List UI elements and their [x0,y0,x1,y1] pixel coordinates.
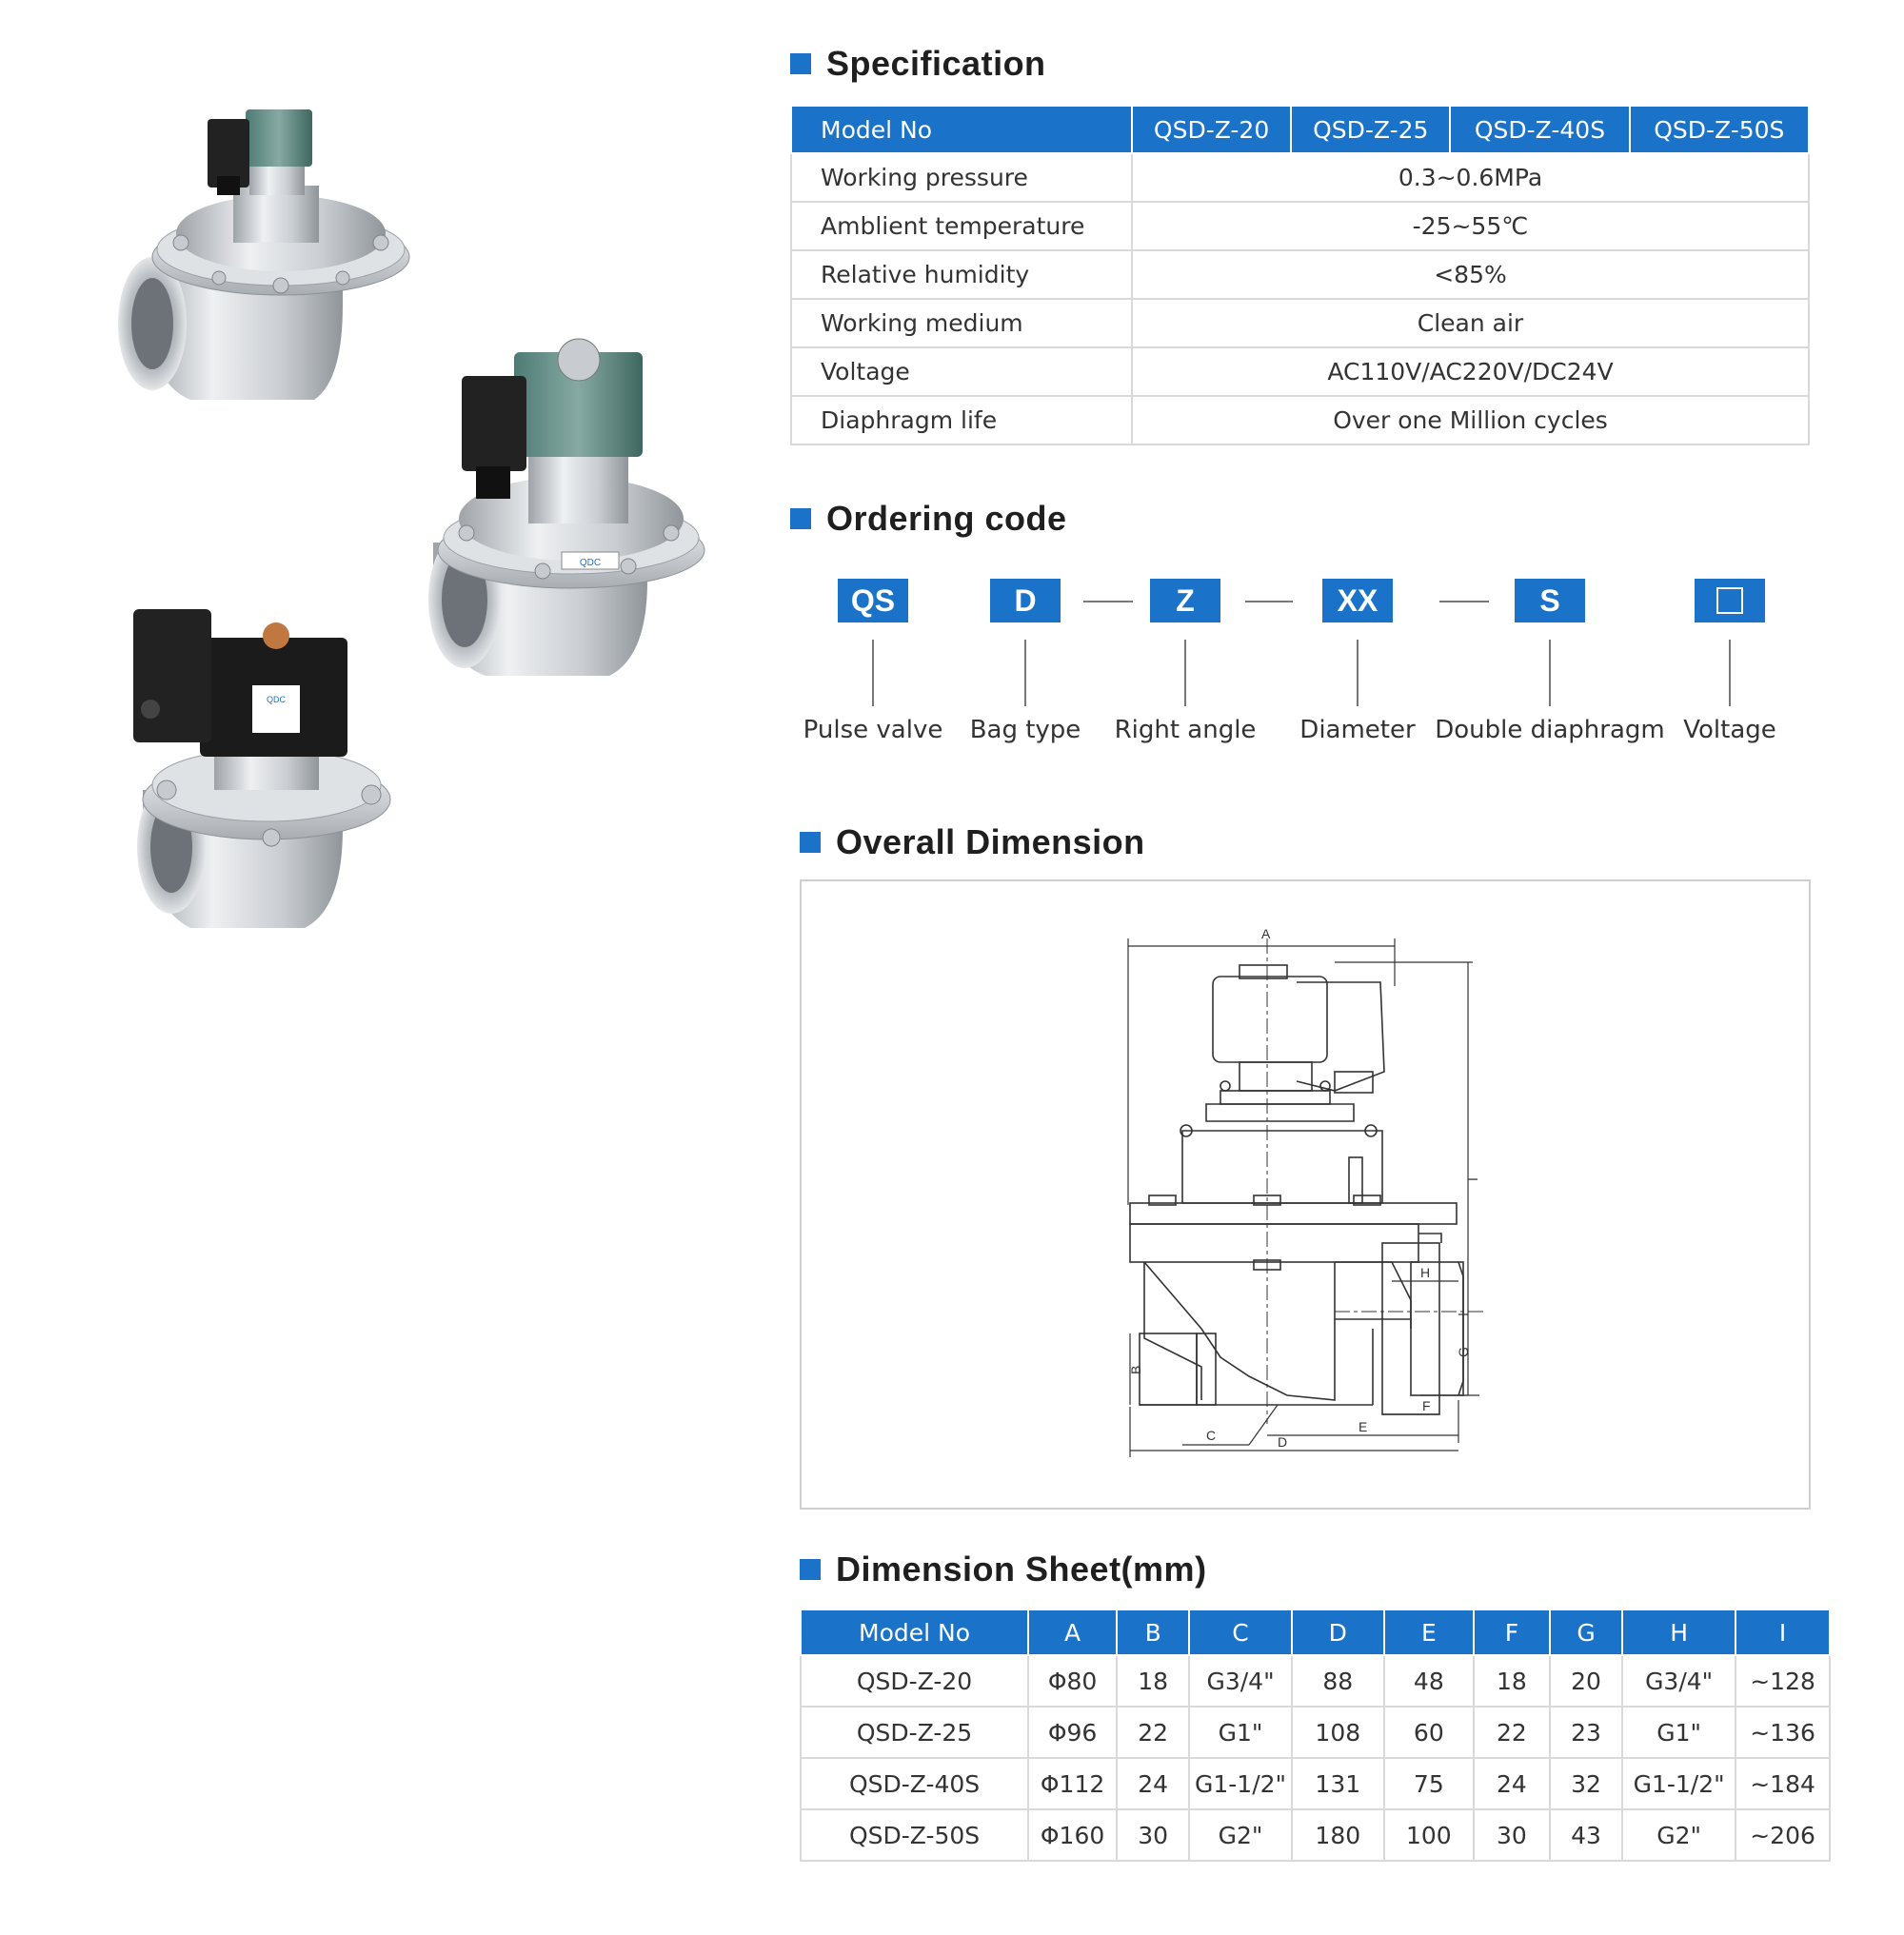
row-label: Working pressure [791,153,1132,202]
header-cell: E [1384,1609,1474,1655]
code-box-z: Z [1150,579,1220,622]
leader-line [1729,640,1731,706]
table-row [801,1707,1830,1758]
row-value: 0.3~0.6MPa [1132,153,1809,202]
leader-line [1024,640,1026,706]
section-bullet [790,508,811,529]
cell: 30 [1474,1809,1550,1861]
dim-label-h: H [1420,1265,1431,1280]
table-row [791,347,1809,396]
dash-separator [1439,601,1489,602]
code-label-double-diaphragm: Double diaphragm [1435,716,1665,744]
code-label-pulse-valve: Pulse valve [803,716,943,744]
cell: 23 [1550,1707,1622,1758]
table-row [791,250,1809,299]
header-cell: C [1189,1609,1292,1655]
section-title: Specification [826,44,1046,83]
dimension-drawing [802,881,1809,1508]
pulse-valve-photo-1 [118,109,409,400]
empty-square-icon [1716,587,1743,614]
cell: G1-1/2" [1622,1758,1735,1809]
cell: ~206 [1735,1809,1830,1861]
code-label-diameter: Diameter [1299,716,1416,744]
header-cell: Model No [801,1609,1028,1655]
header-cell: Model No [791,106,1132,153]
table-row [801,1809,1830,1861]
header-cell: QSD-Z-20 [1132,106,1291,153]
cell: G2" [1189,1809,1292,1861]
code-box-qs: QS [838,579,908,622]
header-cell: F [1474,1609,1550,1655]
specification-table [790,105,1810,445]
header-cell: QSD-Z-50S [1630,106,1809,153]
cell: 131 [1292,1758,1384,1809]
table-row [791,202,1809,250]
row-value: AC110V/AC220V/DC24V [1132,347,1809,396]
code-box-s: S [1515,579,1585,622]
section-bullet [800,1559,821,1580]
cell: 24 [1117,1758,1189,1809]
pulse-valve-photo-3 [133,609,390,928]
dash-separator [1083,601,1133,602]
section-bullet [800,832,821,853]
code-box-d: D [990,579,1061,622]
code-label-bag-type: Bag type [969,716,1081,744]
dim-label-f: F [1422,1398,1431,1413]
cell: 43 [1550,1809,1622,1861]
table-row [801,1655,1830,1707]
specification-section-header [790,44,1046,84]
cell: 48 [1384,1655,1474,1707]
row-label: Diaphragm life [791,396,1132,444]
table-header-row [801,1609,1830,1655]
cell: G1" [1189,1707,1292,1758]
dimension-drawing-frame [800,879,1811,1510]
cell: 75 [1384,1758,1474,1809]
cell: 108 [1292,1707,1384,1758]
section-title: Ordering code [826,499,1067,538]
cell: 30 [1117,1809,1189,1861]
cell: 100 [1384,1809,1474,1861]
cell: 22 [1474,1707,1550,1758]
leader-line [872,640,874,706]
product-photos [0,0,743,952]
cell: 18 [1474,1655,1550,1707]
row-label: Amblient temperature [791,202,1132,250]
cell: G3/4" [1622,1655,1735,1707]
row-value: -25~55℃ [1132,202,1809,250]
code-box-xx: XX [1322,579,1393,622]
cell: Φ160 [1028,1809,1117,1861]
dim-label-d: D [1278,1434,1288,1450]
table-row [791,153,1809,202]
cell: QSD-Z-20 [801,1655,1028,1707]
row-label: Relative humidity [791,250,1132,299]
overall-dimension-section-header [800,822,1145,862]
valve3-brand: QDC [267,695,286,704]
cell: Φ80 [1028,1655,1117,1707]
cell: 60 [1384,1707,1474,1758]
table-row [791,299,1809,347]
cell: G1-1/2" [1189,1758,1292,1809]
cell: 180 [1292,1809,1384,1861]
dim-label-b: B [1128,1365,1143,1374]
pulse-valve-photo-2 [428,339,704,676]
dim-label-g: G [1456,1347,1471,1357]
cell: ~136 [1735,1707,1830,1758]
code-box-voltage [1695,579,1765,622]
header-cell: B [1117,1609,1189,1655]
code-label-right-angle: Right angle [1114,716,1257,744]
header-cell: H [1622,1609,1735,1655]
cell: 20 [1550,1655,1622,1707]
row-label: Working medium [791,299,1132,347]
leader-line [1357,640,1359,706]
header-cell: D [1292,1609,1384,1655]
cell: 22 [1117,1707,1189,1758]
dim-label-a: A [1261,926,1271,941]
leader-line [1549,640,1551,706]
table-row [801,1758,1830,1809]
dimension-sheet-table [800,1609,1831,1862]
row-value: Clean air [1132,299,1809,347]
valve2-label: QDC [579,558,602,568]
cell: 32 [1550,1758,1622,1809]
section-title: Overall Dimension [836,822,1145,861]
cell: Φ96 [1028,1707,1117,1758]
ordering-code-section-header [790,499,1067,539]
cell: 18 [1117,1655,1189,1707]
table-row [791,396,1809,444]
row-value: <85% [1132,250,1809,299]
section-bullet [790,53,811,74]
header-cell: QSD-Z-25 [1291,106,1450,153]
cell: QSD-Z-25 [801,1707,1028,1758]
code-label-voltage: Voltage [1683,716,1776,744]
header-cell: QSD-Z-40S [1450,106,1629,153]
cell: QSD-Z-40S [801,1758,1028,1809]
cell: G2" [1622,1809,1735,1861]
cell: G1" [1622,1707,1735,1758]
table-header-row [791,106,1809,153]
leader-line [1184,640,1186,706]
cell: G3/4" [1189,1655,1292,1707]
header-cell: G [1550,1609,1622,1655]
cell: ~184 [1735,1758,1830,1809]
dim-label-c: C [1206,1428,1217,1443]
header-cell: A [1028,1609,1117,1655]
dash-separator [1245,601,1293,602]
cell: QSD-Z-50S [801,1809,1028,1861]
row-value: Over one Million cycles [1132,396,1809,444]
cell: 24 [1474,1758,1550,1809]
cell: 88 [1292,1655,1384,1707]
cell: ~128 [1735,1655,1830,1707]
header-cell: I [1735,1609,1830,1655]
section-title: Dimension Sheet(mm) [836,1550,1207,1589]
dim-label-i: I [1465,1177,1480,1181]
cell: Φ112 [1028,1758,1117,1809]
row-label: Voltage [791,347,1132,396]
dimension-sheet-section-header [800,1550,1207,1589]
dim-label-e: E [1359,1419,1368,1434]
